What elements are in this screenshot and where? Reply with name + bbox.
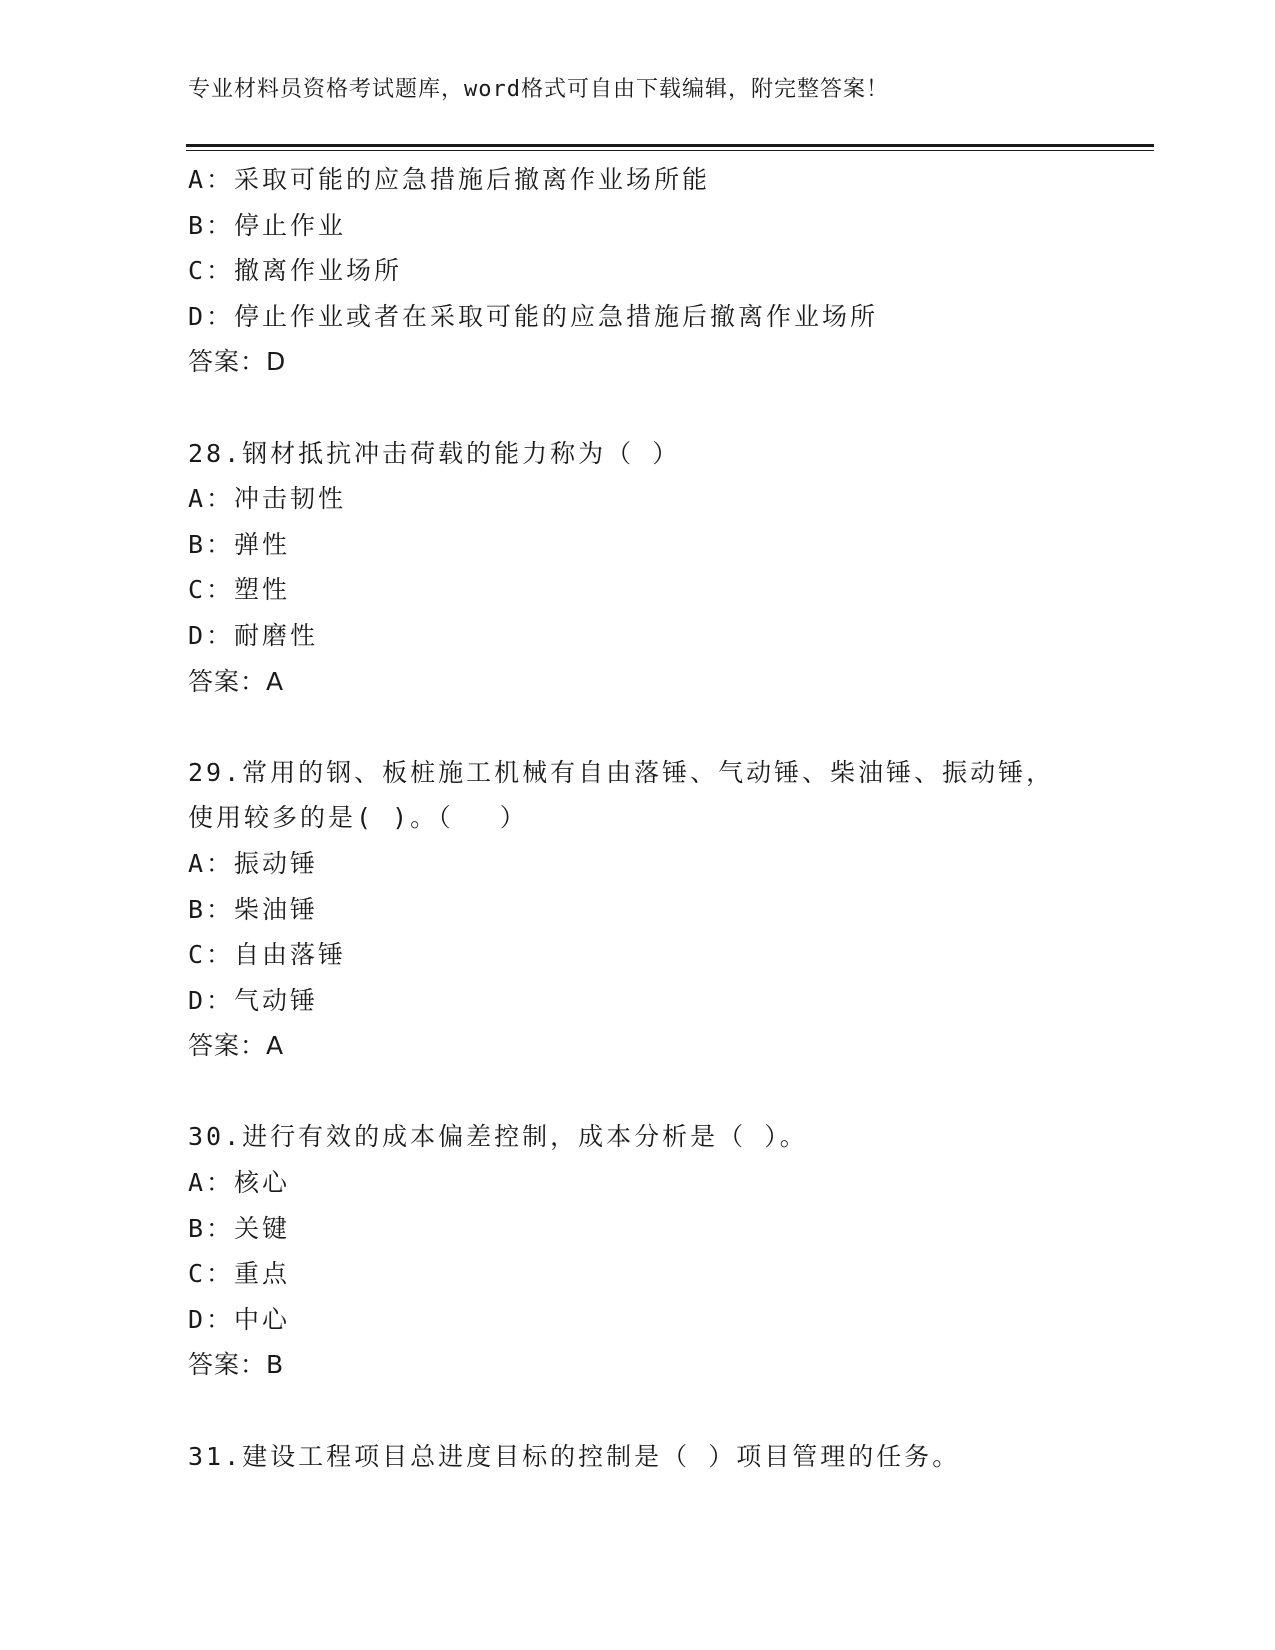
option-c: C：塑性 [188,575,291,605]
option-a: A：采取可能的应急措施后撤离作业场所能 [188,165,711,194]
answer-line: 答案：A [188,666,285,696]
question-list [188,157,1148,1479]
option-d: D：中心 [188,1304,291,1334]
option-d: D：停止作业或者在采取可能的应急措施后撤离作业场所 [188,301,879,331]
option-c: C：重点 [188,1259,291,1289]
spacer [188,1388,1148,1434]
option-b: B：停止作业 [188,210,347,240]
question-stem: 28.钢材抵抗冲击荷载的能力称为（ ） [188,438,681,468]
question-stem-line-2: 使用较多的是( )。（ ） [188,803,528,833]
question-stem-line-1: 29.常用的钢、板桩施工机械有自由落锤、气动锤、柴油锤、振动锤， [188,757,1055,787]
answer-line: 答案：D [188,347,287,377]
question-31 [188,1434,1148,1480]
answer-line: 答案：A [188,1031,285,1061]
spacer [188,1069,1148,1115]
option-b: B：柴油锤 [188,894,319,924]
question-29 [188,750,1148,1069]
question-27 [188,157,1148,385]
answer-line: 答案：B [188,1350,285,1380]
option-c: C：撤离作业场所 [188,256,403,286]
option-a: A：振动锤 [188,848,319,878]
spacer [188,704,1148,750]
option-a: A：核心 [188,1168,291,1198]
question-30 [188,1114,1148,1388]
option-d: D：耐磨性 [188,620,319,650]
option-b: B：关键 [188,1213,291,1243]
option-d: D：气动锤 [188,985,319,1015]
spacer [188,385,1148,431]
option-a: A：冲击韧性 [188,484,347,514]
header-rule-thick [186,144,1154,147]
option-c: C：自由落锤 [188,940,347,970]
page-header: 专业材料员资格考试题库，word格式可自由下载编辑，附完整答案！ [188,77,889,102]
question-28 [188,431,1148,705]
question-stem: 31.建设工程项目总进度目标的控制是（ ）项目管理的任务。 [188,1441,961,1471]
question-stem: 30.进行有效的成本偏差控制，成本分析是（ ）。 [188,1122,808,1152]
option-b: B：弹性 [188,529,291,559]
header-rule-thin [186,150,1154,151]
